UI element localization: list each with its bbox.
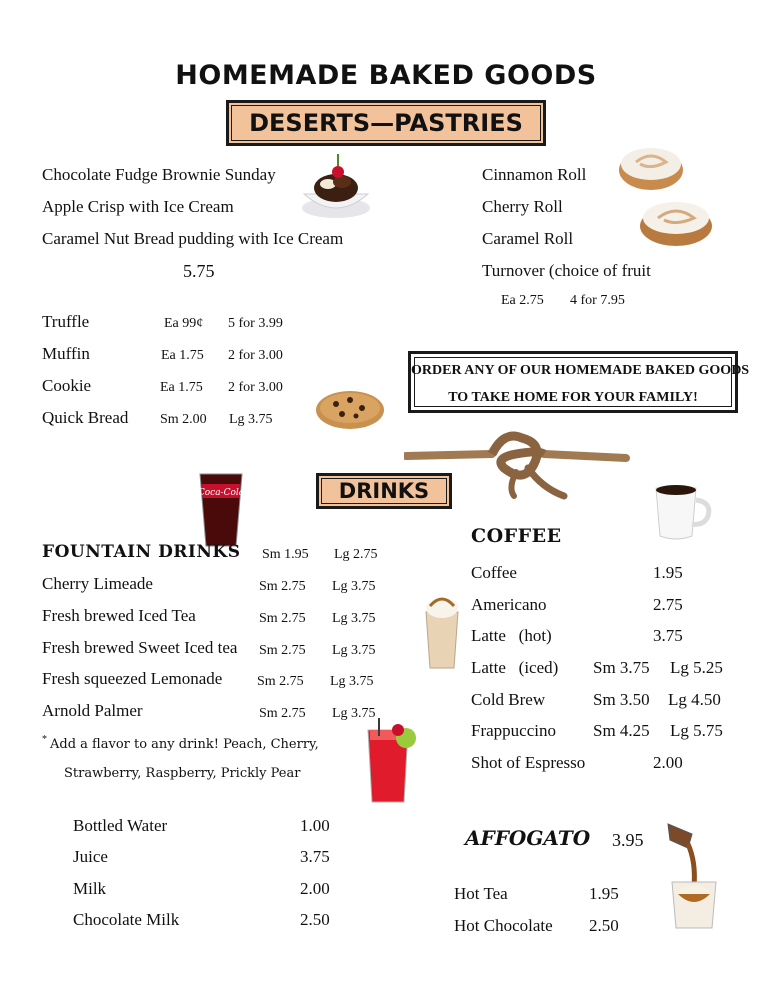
hot-drink-name: Hot Chocolate bbox=[454, 916, 553, 935]
pastry-price-each: Ea 2.75 bbox=[501, 293, 544, 308]
fountain-item-sm: Sm 2.75 bbox=[259, 643, 306, 658]
dessert-item: Chocolate Fudge Brownie Sunday bbox=[42, 165, 276, 184]
hot-drink-name: Hot Tea bbox=[454, 884, 508, 903]
fountain-item-lg: Lg 3.75 bbox=[330, 674, 374, 689]
other-drink-price: 2.00 bbox=[300, 879, 330, 898]
fountain-item-name: Fresh brewed Iced Tea bbox=[42, 606, 196, 625]
pastry-item: Caramel Roll bbox=[482, 229, 574, 248]
bakery-item-price: 5 for 3.99 bbox=[228, 316, 283, 331]
coffee-item-sm: Sm 3.50 bbox=[593, 690, 650, 709]
coffee-item-price: 2.75 bbox=[653, 595, 683, 614]
bakery-item-price: 2 for 3.00 bbox=[228, 348, 283, 363]
bakery-item-name: Quick Bread bbox=[42, 408, 129, 427]
coffee-item-name: Shot of Espresso bbox=[471, 753, 586, 772]
flavor-note-star: * bbox=[42, 734, 47, 745]
bakery-item-price: Ea 1.75 bbox=[161, 348, 204, 363]
red-drink-image bbox=[364, 716, 420, 806]
bakery-item-price: Lg 3.75 bbox=[229, 412, 273, 427]
promo-line: ORDER ANY OF OUR HOMEMADE BAKED GOODS bbox=[411, 363, 750, 378]
take-home-promo bbox=[408, 351, 750, 413]
other-drink-price: 1.00 bbox=[300, 816, 330, 835]
fountain-item-sm: Sm 2.75 bbox=[259, 706, 306, 721]
coca-cola-logo: Coca-Cola bbox=[197, 488, 245, 498]
bakery-item-price: Ea 1.75 bbox=[160, 380, 203, 395]
bakery-item-price: 2 for 3.00 bbox=[228, 380, 283, 395]
coffee-item-price: 2.00 bbox=[653, 753, 683, 772]
coffee-item-price: 1.95 bbox=[653, 563, 683, 582]
bakery-item-name: Muffin bbox=[42, 344, 90, 363]
affogato-label: AFFOGATO bbox=[465, 826, 591, 850]
cinnamon-roll-image bbox=[616, 140, 686, 194]
desserts-banner-label: DESERTS—PASTRIES bbox=[249, 109, 523, 137]
other-drink-price: 2.50 bbox=[300, 910, 330, 929]
other-drink-name: Juice bbox=[73, 847, 108, 866]
fountain-item-name: Fresh squeezed Lemonade bbox=[42, 669, 223, 688]
dessert-item: Caramel Nut Bread pudding with Ice Cream bbox=[42, 229, 344, 248]
desserts-banner bbox=[226, 100, 546, 146]
fountain-item-name: Arnold Palmer bbox=[42, 701, 143, 720]
fountain-item-sm: Sm 2.75 bbox=[259, 579, 306, 594]
other-drink-name: Milk bbox=[73, 879, 107, 898]
fountain-item-sm: Sm 2.75 bbox=[257, 674, 304, 689]
fountain-price-sm: Sm 1.95 bbox=[262, 547, 309, 562]
bakery-item-price: Sm 2.00 bbox=[160, 412, 207, 427]
bakery-item-price: Ea 99¢ bbox=[164, 316, 204, 331]
fountain-item-lg: Lg 3.75 bbox=[332, 579, 376, 594]
soda-glass-image bbox=[196, 470, 246, 550]
coffee-item-name: Cold Brew bbox=[471, 690, 546, 709]
cinnamon-roll-image bbox=[636, 192, 716, 250]
dessert-price: 5.75 bbox=[183, 261, 215, 281]
sundae-image bbox=[296, 150, 376, 222]
hot-drink-price: 1.95 bbox=[589, 884, 619, 903]
drinks-banner bbox=[316, 473, 452, 509]
fountain-item-name: Fresh brewed Sweet Iced tea bbox=[42, 638, 238, 657]
coffee-item-name: Frappuccino bbox=[471, 721, 556, 740]
fountain-item-sm: Sm 2.75 bbox=[259, 611, 306, 626]
promo-line: TO TAKE HOME FOR YOUR FAMILY! bbox=[448, 390, 698, 405]
other-drink-price: 3.75 bbox=[300, 847, 330, 866]
fountain-item-name: Cherry Limeade bbox=[42, 574, 153, 593]
affogato-price: 3.95 bbox=[612, 830, 644, 850]
bakery-item-name: Cookie bbox=[42, 376, 92, 395]
pastry-item: Turnover (choice of fruit bbox=[482, 261, 651, 280]
other-drink-name: Chocolate Milk bbox=[73, 910, 180, 929]
coffee-item-price: 3.75 bbox=[653, 626, 683, 645]
iced-latte-image bbox=[420, 588, 464, 672]
flavor-note: Add a flavor to any drink! Peach, Cherry, bbox=[50, 737, 319, 752]
coffee-header: COFFEE bbox=[471, 525, 562, 547]
fountain-item-lg: Lg 3.75 bbox=[332, 611, 376, 626]
coffee-item-sm: Sm 3.75 bbox=[593, 658, 650, 677]
bakery-item-name: Truffle bbox=[42, 312, 90, 331]
page-title: HOMEMADE BAKED GOODS bbox=[175, 60, 597, 91]
coffee-item-name: Coffee bbox=[471, 563, 517, 582]
coffee-item-sm: Sm 4.25 bbox=[593, 721, 650, 740]
pastry-price-bulk: 4 for 7.95 bbox=[570, 293, 625, 308]
hot-drink-price: 2.50 bbox=[589, 916, 619, 935]
fountain-drinks-header: FOUNTAIN DRINKS bbox=[42, 542, 241, 562]
other-drink-name: Bottled Water bbox=[73, 816, 168, 835]
dessert-item: Apple Crisp with Ice Cream bbox=[42, 197, 234, 216]
cookie-image bbox=[314, 388, 386, 432]
coffee-item-name: Americano bbox=[471, 595, 547, 614]
fountain-item-lg: Lg 3.75 bbox=[332, 706, 376, 721]
drinks-banner-label: DRINKS bbox=[338, 479, 430, 503]
flavor-note: Strawberry, Raspberry, Prickly Pear bbox=[64, 766, 301, 781]
fountain-item-lg: Lg 3.75 bbox=[332, 643, 376, 658]
coffee-item-price: Lg 4.50 bbox=[668, 690, 721, 709]
pastry-item: Cinnamon Roll bbox=[482, 165, 587, 184]
coffee-item-price: Lg 5.75 bbox=[670, 721, 723, 740]
coffee-item-name: Latte (iced) bbox=[471, 658, 559, 677]
coffee-item-price: Lg 5.25 bbox=[670, 658, 723, 677]
pastry-item: Cherry Roll bbox=[482, 197, 563, 216]
affogato-image bbox=[666, 822, 722, 932]
coffee-cup-image bbox=[650, 480, 714, 542]
coffee-item-name: Latte (hot) bbox=[471, 626, 552, 645]
fountain-price-lg: Lg 2.75 bbox=[334, 547, 378, 562]
